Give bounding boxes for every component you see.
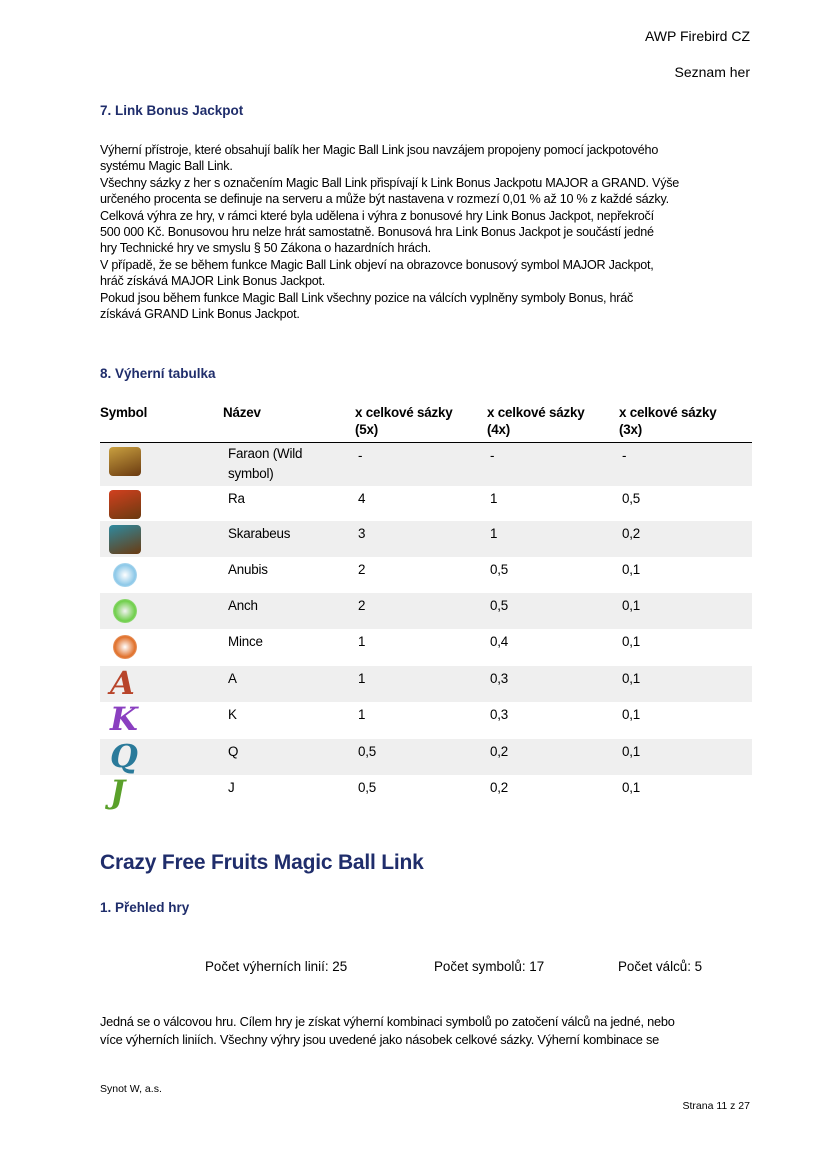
symbols-count: Počet symbolů: 17 [434, 959, 545, 974]
symbol-name: Ra [228, 491, 245, 506]
symbol-name: Skarabeus [228, 526, 291, 541]
payout-x3: - [622, 448, 627, 463]
payout-x3: 0,1 [622, 707, 641, 722]
game-overview-text [100, 1013, 675, 1049]
text-line: Všechny sázky z her s označením Magic Ball Link přispívají k Link Bonus Jackpotu MAJOR a GRAND. Výše [100, 175, 680, 190]
payout-x4: 0,5 [490, 562, 509, 577]
column-header [487, 404, 585, 438]
payout-x5: 1 [358, 671, 366, 686]
symbol-name: Mince [228, 634, 263, 649]
table-row [100, 557, 752, 593]
symbol-name [228, 444, 302, 484]
text-line: systému Magic Ball Link. [100, 159, 233, 174]
column-header-line2: (4x) [487, 422, 511, 437]
text-line: hráč získává MAJOR Link Bonus Jackpot. [100, 274, 325, 289]
letter-j-symbol-icon: J [110, 773, 126, 811]
payout-x4: 1 [490, 526, 498, 541]
payout-x3: 0,1 [622, 744, 641, 759]
table-row [100, 739, 752, 775]
document-subtitle: Seznam her [674, 64, 750, 80]
column-header [355, 404, 453, 438]
payout-x3: 0,1 [622, 562, 641, 577]
symbol-name: Q [228, 744, 239, 759]
letter-q-symbol-icon: Q [110, 737, 138, 775]
symbol-name-line2: symbol) [228, 466, 274, 481]
symbol-name: J [228, 780, 235, 795]
payout-x5: 2 [358, 562, 366, 577]
letter-k-symbol-icon: K [110, 700, 138, 738]
payout-x3: 0,5 [622, 491, 641, 506]
coin-symbol-icon [113, 635, 137, 659]
symbol-name: Anubis [228, 562, 268, 577]
table-row [100, 775, 752, 811]
table-row [100, 593, 752, 629]
letter-a-symbol-icon: A [110, 664, 135, 702]
column-header-line1: x celkové sázky [355, 405, 453, 420]
game-overview-heading: 1. Přehled hry [100, 900, 190, 915]
text-line: 500 000 Kč. Bonusovou hru nelze hrát samostatně. Bonusová hra Link Bonus Jackpot je součástí jedné [100, 225, 654, 240]
anubis-symbol-icon [113, 563, 137, 587]
text-line: V případě, že se během funkce Magic Ball Link objeví na obrazovce bonusový symbol MAJOR Jackpot, [100, 257, 654, 272]
payout-x5: 2 [358, 598, 366, 613]
column-header-line1: x celkové sázky [619, 405, 717, 420]
column-header [100, 404, 147, 421]
payout-x3: 0,2 [622, 526, 641, 541]
section-7-heading: 7. Link Bonus Jackpot [100, 103, 244, 118]
ankh-symbol-icon [113, 599, 137, 623]
ra-symbol-icon [109, 490, 141, 519]
symbol-name: K [228, 707, 237, 722]
column-header-line1: Symbol [100, 405, 148, 420]
payout-x4: 0,2 [490, 744, 509, 759]
payout-x4: 0,3 [490, 671, 509, 686]
payout-x5: 4 [358, 491, 366, 506]
document-title: AWP Firebird CZ [644, 28, 750, 44]
text-line: více výherních liniích. Všechny výhry jsou uvedené jako násobek celkové sázky. Výherní kombinace se [100, 1032, 659, 1047]
column-header [223, 404, 261, 421]
symbol-name-line1: Faraon (Wild [228, 446, 303, 461]
reels-count: Počet válců: 5 [618, 959, 703, 974]
payout-x4: 1 [490, 491, 498, 506]
text-line: hry Technické hry ve smyslu § 50 Zákona o hazardních hrách. [100, 241, 431, 256]
table-row [100, 629, 752, 666]
table-row [100, 521, 752, 557]
footer-page-number: Strana 11 z 27 [682, 1100, 750, 1112]
payout-x4: 0,5 [490, 598, 509, 613]
column-header-line2: (5x) [355, 422, 379, 437]
text-line: Jedná se o válcovou hru. Cílem hry je získat výherní kombinaci symbolů po zatočení válců na jedné, nebo [100, 1014, 675, 1029]
paylines-count: Počet výherních linií: 25 [205, 959, 348, 974]
payout-x4: 0,3 [490, 707, 509, 722]
text-line: určeného procenta se definuje na serveru a může být nastavena v rozmezí 0,01 % až 10 % z každé sázky. [100, 192, 669, 207]
column-header [619, 404, 717, 438]
payout-x5: 1 [358, 707, 366, 722]
payout-x5: 0,5 [358, 744, 377, 759]
pharaoh-symbol-icon [109, 447, 141, 476]
text-line: získává GRAND Link Bonus Jackpot. [100, 307, 300, 322]
payout-x3: 0,1 [622, 671, 641, 686]
payout-x3: 0,1 [622, 634, 641, 649]
footer-company: Synot W, a.s. [100, 1083, 162, 1095]
payout-x5: 0,5 [358, 780, 377, 795]
text-line: Výherní přístroje, které obsahují balík her Magic Ball Link jsou navzájem propojeny pomocí jackpotového [100, 143, 659, 157]
column-header-line1: x celkové sázky [487, 405, 585, 420]
column-header-line2: (3x) [619, 422, 643, 437]
symbol-name: Anch [228, 598, 258, 613]
payout-x5: 1 [358, 634, 366, 649]
payout-x4: 0,4 [490, 634, 509, 649]
table-row [100, 666, 752, 702]
scarab-symbol-icon [109, 525, 141, 554]
section-8-heading: 8. Výherní tabulka [100, 366, 216, 381]
payout-x3: 0,1 [622, 780, 641, 795]
symbol-name: A [228, 671, 237, 686]
table-row [100, 486, 752, 521]
payout-x5: - [358, 448, 363, 463]
table-row [100, 702, 752, 739]
payout-x4: 0,2 [490, 780, 509, 795]
text-line: Celková výhra ze hry, v rámci které byla udělena i výhra z bonusové hry Link Bonus Jackpot, nepřekročí [100, 208, 654, 223]
text-line: Pokud jsou během funkce Magic Ball Link všechny pozice na válcích vyplněny symboly Bonus, hráč [100, 290, 634, 305]
payout-x4: - [490, 448, 495, 463]
table-row [100, 443, 752, 486]
column-header-line1: Název [223, 405, 261, 420]
payout-x5: 3 [358, 526, 366, 541]
game-title: Crazy Free Fruits Magic Ball Link [100, 851, 424, 874]
payout-x3: 0,1 [622, 598, 641, 613]
section-7-text [100, 142, 679, 322]
